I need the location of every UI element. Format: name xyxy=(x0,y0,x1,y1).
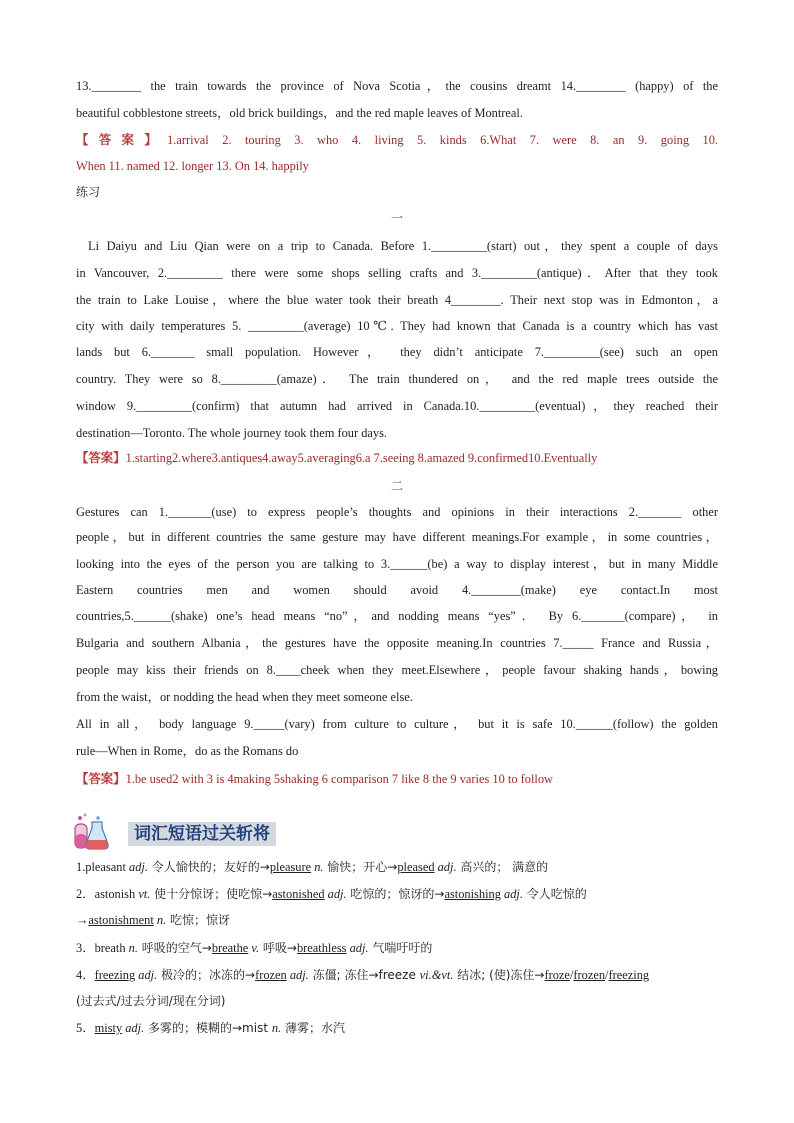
answer-line xyxy=(76,132,718,148)
passage-line: countries,5.______(shake) one’s head means “no”，and nodding means “yes”． By 6._______(compare)， in xyxy=(76,609,718,623)
passage-line: people may kiss their friends on 8.____cheek when they meet.Elsewhere，people favour shaking hands，bowing xyxy=(76,663,718,677)
passage-line: from the waist，or nodding the head when they meet someone else. xyxy=(76,690,413,704)
vocab-pos: n. xyxy=(271,1021,282,1035)
vocab-derived-word: freezing xyxy=(608,968,650,982)
separator: / xyxy=(605,968,609,982)
answer-tag: 【答案】 xyxy=(76,772,126,786)
vocab-pos: adj. xyxy=(286,968,309,982)
vocab-pos: n. xyxy=(153,913,167,927)
vocab-pos: adj. xyxy=(434,860,457,874)
vocab-meaning: 吃惊的；惊讶的→ xyxy=(346,887,445,901)
vocab-meaning: 高兴的； 满意的 xyxy=(456,860,549,874)
passage-line: Li Daiyu and Liu Qian were on a trip to Canada. Before 1._________(start) out，they spent a couple of days xyxy=(88,239,718,253)
vocab-word: 2．astonish xyxy=(76,887,139,901)
vocab-derived-word: astonishment xyxy=(88,913,154,927)
vocab-pos: adj. xyxy=(324,887,347,901)
vocab-meaning: 极冷的；冰冻的→ xyxy=(157,968,256,982)
passage-line: window 9._________(confirm) that autumn had arrived in Canada.10._________(eventual)，they reached their xyxy=(76,399,718,413)
vocab-item xyxy=(76,912,718,928)
passage-line: country. They were so 8._________(amaze)． The train thundered on， and the red maple trees outside the xyxy=(76,372,718,386)
vocab-derived-word: pleased xyxy=(397,860,435,874)
vocab-meaning: 薄雾；水汽 xyxy=(281,1021,345,1035)
vocab-meaning: 冻僵; 冻住→freeze xyxy=(308,968,420,982)
vocab-word: 3．breath xyxy=(76,941,129,955)
passage-line: in Vancouver, 2._________ there were some shops selling crafts and 3._________(antique)．After that they took xyxy=(76,266,718,280)
vocab-meaning: 呼吸的空气→ xyxy=(137,941,212,955)
separator: / xyxy=(569,968,574,982)
vocab-pos: adj. xyxy=(122,1021,145,1035)
answer-text: 1.arrival 2. touring 3. who 4. living 5. kinds 6.What 7. were 8. an 9. going 10. xyxy=(167,133,718,147)
passage-line: rule—When in Rome，do as the Romans do xyxy=(76,744,299,758)
vocab-derived-word: astonished xyxy=(272,887,325,901)
passage-line: city with daily temperatures 5. _________(average) 10℃. They had known that Canada is a country which has vast xyxy=(76,319,718,333)
vocab-meaning: 多雾的；模糊的→mist xyxy=(144,1021,272,1035)
vocab-heading-title: 词汇短语过关斩将 xyxy=(128,822,276,846)
practice-label: 练习 xyxy=(76,185,101,199)
passage-line: looking into the eyes of the person you are talking to 3.______(be) a way to display interest，but in many Middle xyxy=(76,557,718,571)
vocab-meaning: 愉快；开心→ xyxy=(323,860,398,874)
vocab-item xyxy=(76,1020,718,1036)
vocab-item xyxy=(76,940,718,956)
section-number: 二 xyxy=(390,479,403,493)
vocab-pos: adj. xyxy=(346,941,369,955)
vocab-meaning: 呼吸→ xyxy=(259,941,297,955)
vocab-meaning: 结冰; (使)冻住→ xyxy=(453,968,545,982)
passage-line: Gestures can 1._______(use) to express people’s thoughts and opinions in their interactions 2._______ other xyxy=(76,505,718,519)
passage-line: lands but 6._______ small population. However， they didn’t anticipate 7._________(see) such an open xyxy=(76,345,718,359)
vocab-derived-word: breathe xyxy=(211,941,249,955)
vocab-pos: adj. xyxy=(129,860,148,874)
section-number: 一 xyxy=(390,211,403,225)
vocab-pos: adj. xyxy=(135,968,158,982)
lab-flask-icon xyxy=(72,812,110,852)
vocab-number: 5． xyxy=(76,1021,95,1035)
answer-tag: 【答案】 xyxy=(76,451,126,465)
vocab-derived-word: frozen xyxy=(573,968,606,982)
vocab-note: (过去式/过去分词/现在分词) xyxy=(76,994,226,1008)
vocab-meaning: 令人愉快的；友好的→ xyxy=(147,860,270,874)
vocab-word: 1.pleasant xyxy=(76,860,129,874)
vocab-item xyxy=(76,859,718,875)
vocab-item xyxy=(76,967,718,983)
answer-line xyxy=(76,771,718,787)
vocab-meaning: 令人吃惊的 xyxy=(522,887,587,901)
vocab-derived-word: astonishing xyxy=(444,887,501,901)
vocab-arrow: → xyxy=(76,913,89,927)
passage-line: people，but in different countries the same gesture may have different meanings.For example，in some countries， xyxy=(76,530,718,544)
answer-text: 1.starting2.where3.antiques4.away5.averaging6.a 7.seeing 8.amazed 9.confirmed10.Eventually xyxy=(125,451,598,465)
vocab-meaning: 气喘吁吁的 xyxy=(368,941,433,955)
vocab-item xyxy=(76,886,718,902)
vocab-pos: adj. xyxy=(500,887,523,901)
vocab-word: freezing xyxy=(94,968,136,982)
passage-line: beautiful cobblestone streets，old brick buildings，and the red maple leaves of Montreal. xyxy=(76,106,523,120)
answer-tag: 【答案】 xyxy=(76,133,168,147)
passage-line: the train to Lake Louise，where the blue water took their breath 4________. Their next stop was in Edmonton，a xyxy=(76,293,718,307)
passage-line: Eastern countries men and women should avoid 4.________(make) eye contact.In most xyxy=(76,583,718,597)
vocab-derived-word: froze xyxy=(544,968,570,982)
vocab-meaning: 吃惊；惊讶 xyxy=(166,913,230,927)
vocab-pos: vt. xyxy=(138,887,151,901)
passage-line: All in all， body language 9._____(vary) from culture to culture， but it is safe 10.______(follow) the golden xyxy=(76,717,718,731)
answer-line xyxy=(76,450,718,466)
vocab-pos: n. xyxy=(311,860,324,874)
vocab-derived-word: breathless xyxy=(296,941,347,955)
vocab-derived-word: pleasure xyxy=(269,860,312,874)
vocab-meaning: 使十分惊讶；使吃惊→ xyxy=(150,887,273,901)
passage-line: Bulgaria and southern Albania，the gestures have the opposite meaning.In countries 7._____ France and Russia， xyxy=(76,636,718,650)
vocab-word: misty xyxy=(94,1021,123,1035)
vocab-pos: vi.&vt. xyxy=(419,968,454,982)
vocab-heading xyxy=(72,812,372,856)
answer-line: When 11. named 12. longer 13. On 14. happily xyxy=(76,159,309,173)
vocab-number: 4． xyxy=(76,968,95,982)
passage-line: destination—Toronto. The whole journey took them four days. xyxy=(76,426,388,440)
answer-text: 1.be used2 with 3 is 4making 5shaking 6 comparison 7 like 8 the 9 varies 10 to follow xyxy=(125,772,553,786)
passage-line: 13.________ the train towards the province of Nova Scotia，the cousins dreamt 14.________ (happy) of the xyxy=(76,79,718,93)
vocab-pos: v. xyxy=(248,941,260,955)
vocab-pos: n. xyxy=(128,941,138,955)
vocab-derived-word: frozen xyxy=(255,968,287,982)
